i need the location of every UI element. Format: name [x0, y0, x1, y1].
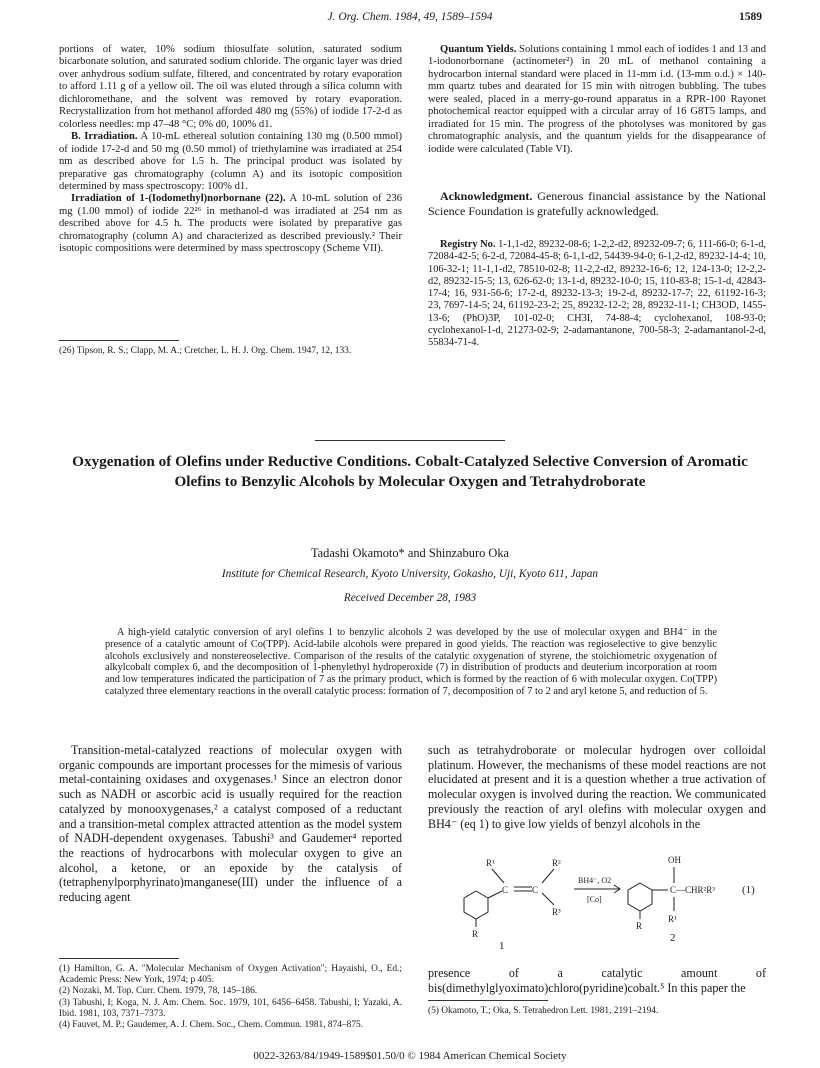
irradiation-paragraph	[59, 131, 402, 193]
footnote-divider	[59, 958, 179, 959]
intro-continued-2: presence of a catalytic amount of bis(dimethylglyoximato)chloro(pyridine)cobalt.⁵ In this paper the	[428, 966, 766, 995]
article-title: Oxygenation of Olefins under Reductive Conditions. Cobalt-Catalyzed Selective Conversion of Aromatic Olefins to Benzylic Alcohols by Molecular Oxygen and Tetrahydroborate	[72, 453, 748, 490]
label-r-product: R	[636, 921, 643, 931]
reagent-label: BH4⁻, O2	[578, 876, 612, 885]
page-number: 1589	[739, 11, 762, 23]
footnote-26: (26) Tipson, R. S.; Clapp, M. A.; Cretcher, L. H. J. Org. Chem. 1947, 12, 133.	[59, 346, 352, 356]
received-date: Received December 28, 1983	[343, 592, 477, 604]
benzene-ring-reactant	[464, 891, 488, 919]
right-top-column	[428, 44, 766, 156]
page-footer: 0022-3263/84/1949-1589$01.50/0 © 1984 American Chemical Society	[253, 1050, 567, 1062]
paragraph-text: A 10-mL solution of 236 mg (1.00 mmol) of iodide 22²⁶ in methanol-d was irradiated at 254 nm as described above for 4.5 h. The products were isolated by preparative gas chromatography (column A) and characterized as described previously.² Their isotopic compositions were determined by mass spectroscopy (Scheme VII).	[59, 193, 403, 255]
label-r2: R²	[552, 858, 561, 868]
paragraph-text: A 10-mL ethereal solution containing 130 mg (0.500 mmol) of iodide 17-2-d and 50 mg (0.50 mmol) of triethylamine was irradiated at 254 nm as described above for 1.5 h. The principal product was isolated by preparative gas chromatography (column A) and its isotopic composition determined by mass spectroscopy: 100% d1.	[59, 131, 402, 192]
catalyst-label: [Co]	[587, 895, 602, 904]
quantum-yields-paragraph	[428, 44, 766, 156]
paragraph-text: 1-1,1-d2, 89232-08-6; 1-2,2-d2, 89232-09-7; 6, 111-66-0; 6-1-d, 72084-42-5; 6-2-d, 72084-45-8; 6-1,1-d2, 54439-94-0; 6-1,2-d2, 89232-14-4; 10, 106-32-1; 11-1,1-d2, 78510-02-8; 11-2,2-d2, 89232-16-6; 12, 124-13-0; 12-2,2-d2, 89232-15-5; 13, 626-62-0; 13-1-d, 89232-10-0; 15, 110-83-8; 15-1-d, 42843-17-4; 16, 931-56-6; 17-2-d, 89232-13-3; 19-2-d, 89232-17-7; 22, 61192-16-3; 23, 7697-14-5; 24, 61192-23-2; 25, 89232-12-2; 28, 89232-11-1; CH3OD, 1455-13-6; (PhO)3P, 101-02-0; CH3I, 74-88-4; cyclohexanol, 108-93-0; cyclohexanol-1-d, 21273-02-9; 2-adamantanone, 700-58-3; 2-adamantanol-2-d, 55834-71-4.	[428, 239, 766, 349]
journal-issue: 1984, 49, 1589–1594	[394, 11, 493, 23]
benzene-ring-product	[628, 883, 652, 911]
registry-numbers	[428, 239, 766, 350]
acknowledgment	[428, 189, 766, 218]
paragraph-text: Generous financial assistance by the National Science Foundation is gratefully acknowledged.	[428, 189, 766, 218]
norbornane-paragraph	[59, 193, 402, 255]
label-r1: R¹	[486, 858, 495, 868]
footnote-4: (4) Fauvet, M. P.; Gaudemer, A. J. Chem. Soc., Chem. Commun. 1981, 874–875.	[59, 1020, 364, 1031]
reactant-label-1: 1	[499, 940, 505, 952]
equation-number: (1)	[742, 884, 755, 896]
abstract	[105, 627, 717, 698]
body-right-continued	[428, 966, 766, 995]
section-heading: Registry No.	[440, 239, 496, 250]
abstract-text: A high-yield catalytic conversion of aryl olefins 1 to benzylic alcohols 2 was developed by the use of molecular oxygen and BH4⁻ in the presence of a catalytic amount of Co(TPP). Acid-labile alcohols were prepared in good yields. The reaction was regioselective to give benzylic alcohols exclusively and nonstereoselective. Comparison of the results of the catalytic oxygenation of styrene, the stoichiometric oxygenation of alkylcobalt complex 6, and the decomposition of 1-phenylethyl hydroperoxide (7) in distribution of products and deuterium incorporation at room and low temperatures indicated the participation of 7 as the primary product, which is formed by the reaction of 6 with molecular oxygen. Co(TPP) catalyzed three elementary reactions in the overall catalytic process: formation of 7, decomposition of 7 to 2 and aryl ketone 5, and reduction of 5.	[105, 627, 717, 697]
label-r: R	[472, 929, 479, 939]
intro-paragraph: Transition-metal-catalyzed reactions of molecular oxygen with organic compounds are important processes for the mimesis of various metal-containing oxidases and oxygenases.¹ Since an electron donor such as NADH or ascorbic acid is usually required for the reaction catalyzed by monooxygenases,² a catalyst composed of a reductant and a transition-metal complex attracted attention as the model system of NADH-dependent oxygenases. Tabushi³ and Gaudemer⁴ reported the reactions of hydrocarbons with molecular oxygen to give an alcohol, a ketone, or an epoxide by the catalysis of (tetraphenylporphyrinato)manganese(III) under the influence of a reducing agent	[59, 743, 402, 905]
footnote-3: (3) Tabushi, I; Koga, N. J. Am. Chem. Soc. 1979, 101, 6456–6458. Tabushi, I; Yazaki, A. Ibid. 1981, 103, 7371–7373.	[59, 997, 402, 1019]
paragraph-text: Solutions containing 1 mmol each of iodides 1 and 13 and 1-iodonorbornane (actinometer²) in 20 mL of methanol containing a hydrocarbon internal standard were placed in 11-mm i.d. (13-mm o.d.) × 140-mm quartz tubes and dearated for 15 min with nitrogen bubbling. The tubes were sealed, placed in a merry-go-round apparatus in a RPR-100 Rayonet photochemical reactor equipped with a circular array of 16 G8T5 lamps, and irradiated for 15 min. The progress of the photolyses was monitored by gas chromatographic analysis, and the quantum yields for the disappearance of iodide were calculated (Table VI).	[428, 44, 766, 155]
label-oh: OH	[668, 855, 681, 865]
footnote-divider	[59, 340, 179, 341]
article-affiliation: Institute for Chemical Research, Kyoto University, Gokasho, Uji, Kyoto 611, Japan	[221, 568, 599, 580]
journal-citation	[0, 11, 820, 23]
section-heading: Quantum Yields.	[440, 44, 517, 55]
equation-1-scheme	[428, 847, 766, 943]
footnotes-left	[59, 964, 402, 1031]
label-r3: R³	[552, 907, 561, 917]
article-separator	[315, 440, 505, 441]
intro-continued: such as tetrahydroborate or molecular hydrogen over colloidal platinum. However, the mechanisms of these model reactions are not elucidated at present and it is a question whether a true activation of molecular oxygen is involved during the reaction. We communicated previously the reaction of aryl olefins with molecular oxygen and BH4⁻ (eq 1) to give low yields of benzyl alcohols in the	[428, 743, 766, 831]
section-heading: Irradiation of 1-(Iodomethyl)norbornane (22).	[71, 193, 286, 205]
product-tail: C—CHR²R³	[670, 885, 715, 895]
footnote-1: (1) Hamilton, G. A. "Molecular Mechanism of Oxygen Activation"; Hayaishi, O., Ed.; Academic Press: New York, 1974; p 405.	[59, 964, 402, 986]
section-heading: Acknowledgment.	[440, 189, 533, 203]
carbon-c: C	[532, 885, 539, 895]
footnote-5: (5) Okamoto, T.; Oka, S. Tetrahedron Lett. 1981, 2191–2194.	[428, 1006, 659, 1016]
journal-name: J. Org. Chem.	[327, 11, 392, 23]
section-heading: B. Irradiation.	[71, 131, 138, 143]
article-authors: Tadashi Okamoto* and Shinzaburo Oka	[310, 546, 510, 560]
product-label-2: 2	[670, 932, 676, 943]
label-r1-product: R¹	[668, 914, 677, 924]
footnote-divider	[428, 1000, 548, 1001]
experimental-paragraph: portions of water, 10% sodium thiosulfate solution, saturated sodium bicarbonate solution, and saturated sodium chloride. The organic layer was dried over anhydrous sodium sulfate, filtered, and concentrated by rotary evaporation to afford 1.11 g of a yellow oil. The oil was eluted through a silica column with dichloromethane, and the solvent was removed by rotary evaporation. Recrystallization from hot methanol afforded 480 mg (55%) of iodide 17-2-d as colorless needles: mp 47–48 °C; 0% d0, 100% d1.	[59, 44, 402, 130]
body-right-column	[428, 743, 766, 831]
left-top-column	[59, 44, 402, 256]
carbon-c: C	[502, 885, 509, 895]
footnote-2: (2) Nozaki, M. Top. Curr. Chem. 1979, 78, 145–186.	[59, 986, 258, 997]
body-left-column	[59, 743, 402, 905]
